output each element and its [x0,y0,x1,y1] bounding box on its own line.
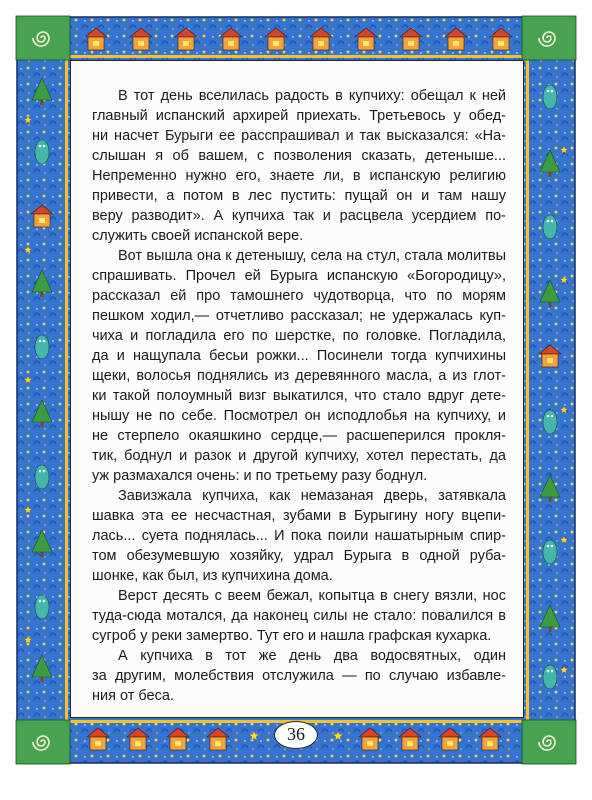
text-line: рассказал ей про тамошнего чудотворца, что по морям [92,288,506,304]
text-line: Завизжала купчиха, как немазаная дверь, затявкала [118,488,506,504]
text-line: лась... суета поднялась... И пока поили нашатырным спир- [92,528,506,544]
text-line: Верст десять с веем бежал, копытца в снегу вязли, нос [118,588,506,604]
text-line: не стерпело окаяшкино сердце,— расшеперился прокля- [92,428,506,444]
corner-ornament [16,16,70,60]
text-line: сугроб у реки замертво. Тут его и нашла графская кухарка. [92,628,492,644]
creature-icon [35,335,49,359]
creature-icon [543,540,557,564]
corner-ornament [522,720,576,764]
paragraph [92,646,506,706]
text-line: Непременно нужно его, знаете ли, в испанскую религию [92,168,506,184]
text-line: ния от беса. [92,688,174,704]
paragraph [92,86,506,246]
creature-icon [543,215,557,239]
paragraph [92,486,506,586]
text-line: служить своей испанской вере. [92,228,304,244]
text-line: уж размахался очень: и по третьему разу боднул. [92,468,428,484]
text-line: пешком ходил,— отчетливо рассказал; не удержалась куп- [92,308,506,324]
text-line: слышан я об вашем, с позволения сказать, детеныше... [92,148,506,164]
text-line: А купчиха в тот же день два водосвятных, один [118,648,506,664]
text-line: чиха и погладила его по шерстке, по головке. Погладила, [92,328,506,344]
page-number: 36 [274,721,318,749]
text-line: веру разводит». А купчиха так и расцвела усердием по- [92,208,506,224]
corner-ornament [522,16,576,60]
text-line: том обезумевшую хозяйку, удрал Бурыга в одной руба- [92,548,506,564]
text-line: Вот вышла она к детенышу, села на стул, стала молитвы [118,248,506,264]
text-line: да и нащупала бесьи рожки... Посинели тогда купчихины [92,348,506,364]
text-line: за другим, молебствия отслужила — по случаю избавле- [92,668,506,684]
creature-icon [543,410,557,434]
text-body [92,86,506,706]
text-line: туда-сюда мотался, да наконец силы не стало: повалился в [92,608,506,624]
creature-icon [543,85,557,109]
text-line: главный испанский архирей приехать. Третьевось у обед- [92,108,506,124]
text-line: шонке, как был, из купчихина дома. [92,568,333,584]
corner-ornament [16,720,70,764]
creature-icon [35,140,49,164]
text-line: шавка эта ее несчастная, зубами в Бурыгину ногу вцепи- [92,508,506,524]
creature-icon [543,665,557,689]
text-line: В тот день вселилась радость в купчиху: обещал к ней [118,88,506,104]
text-line: ки такой полоумный визг выкатился, что стало вдруг дете- [92,388,506,404]
text-line: щеки, волосья поднялись из деревянного масла, а из глот- [92,368,506,384]
creature-icon [35,595,49,619]
text-line: ни насчет Бурыги ее расспрашивал и так высказался: «На- [92,128,506,144]
paragraph [92,586,506,646]
text-line: нышу не по себе. Посмотрел он исподлобья на купчиху, и [92,408,506,424]
text-line: спрашивать. Прочел ей Бурыга испанскую «Богородицу», [92,268,506,284]
text-line: тик, боднул и разок и другой купчиху, хотел перестать, да [92,448,506,464]
paragraph [92,246,506,486]
text-line: привести, а потом в лес пустить: пущай он и там нашу [92,188,506,204]
creature-icon [35,465,49,489]
